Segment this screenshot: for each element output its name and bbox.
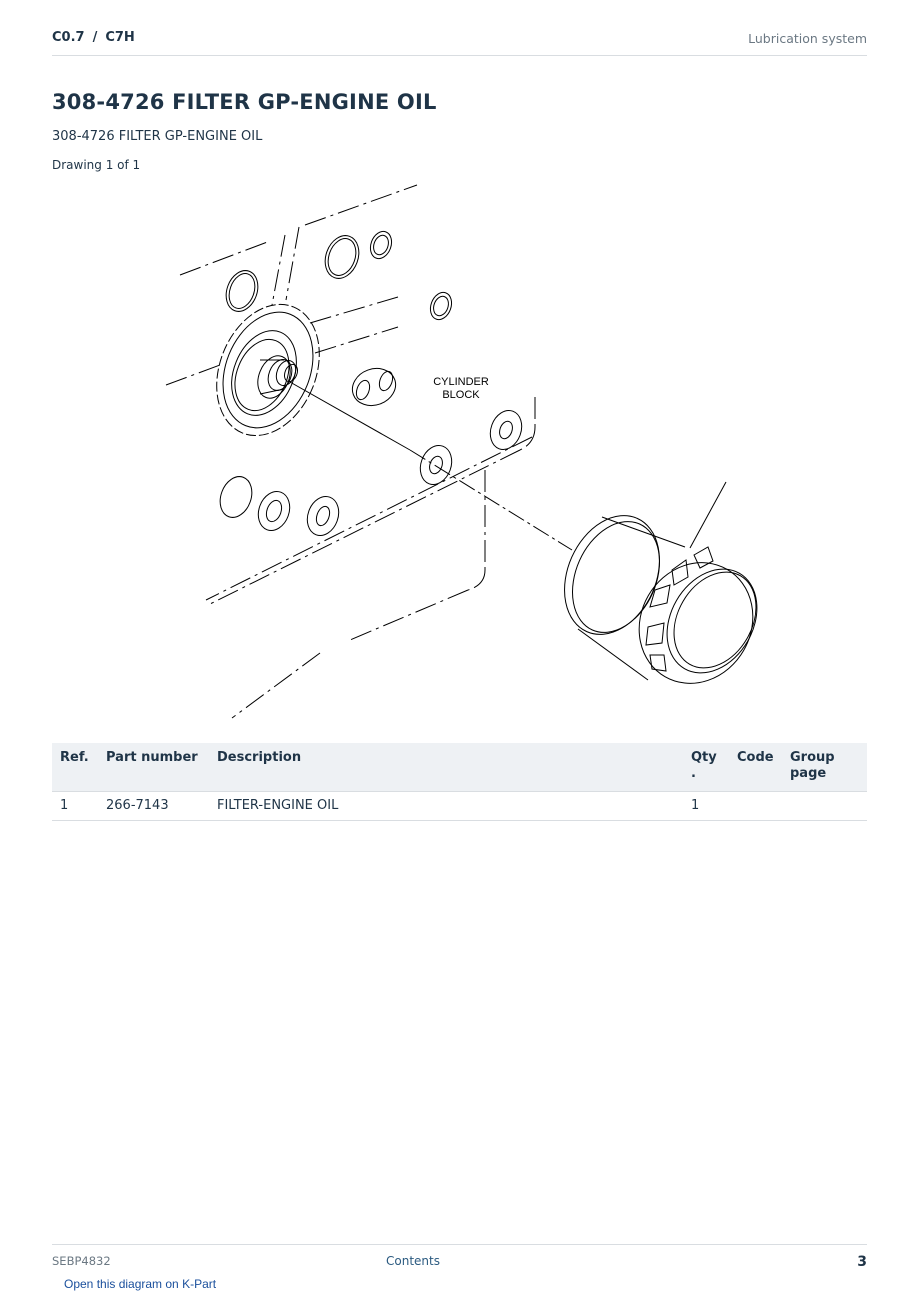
breadcrumb-item-model[interactable]: C7H (105, 30, 135, 45)
alignment-leader-line (290, 382, 726, 550)
page-footer (52, 1244, 867, 1294)
parts-table (52, 743, 867, 821)
column-header-ref: Ref. (52, 743, 98, 792)
breadcrumb (52, 30, 135, 45)
parts-diagram[interactable] (150, 175, 790, 730)
page-title: 308-4726 FILTER GP-ENGINE OIL (52, 90, 437, 114)
cell-part-number[interactable]: 266-7143 (98, 792, 209, 821)
column-header-group-page: Group page (782, 743, 867, 792)
cylinder-block-label-line1: CYLINDER (433, 376, 489, 388)
column-header-code: Code (729, 743, 782, 792)
page-subtitle: 308-4726 FILTER GP-ENGINE OIL (52, 129, 263, 144)
contents-link[interactable]: Contents (386, 1254, 440, 1268)
parts-table-header-row (52, 743, 867, 792)
page-number: 3 (857, 1254, 867, 1270)
column-header-part-number: Part number (98, 743, 209, 792)
cell-qty: 1 (683, 792, 729, 821)
cell-group-page (782, 792, 867, 821)
cell-description: FILTER-ENGINE OIL (209, 792, 683, 821)
breadcrumb-separator: / (92, 30, 98, 45)
oil-filter-canister (547, 500, 775, 704)
column-header-description: Description (209, 743, 683, 792)
cylinder-block-outline (166, 185, 535, 718)
filter-mount-base (198, 289, 338, 451)
cell-ref: 1 (52, 792, 98, 821)
document-id: SEBP4832 (52, 1254, 111, 1268)
drawing-count: Drawing 1 of 1 (52, 158, 141, 172)
page-header (52, 28, 867, 56)
cylinder-block-label-line2: BLOCK (442, 389, 480, 401)
open-in-kpart-link[interactable]: Open this diagram on K-Part (64, 1277, 217, 1291)
filter-assembly-drawing (150, 175, 790, 730)
table-row (52, 792, 867, 821)
column-header-qty: Qty . (683, 743, 729, 792)
cell-code (729, 792, 782, 821)
breadcrumb-item-section-code[interactable]: C0.7 (52, 30, 85, 45)
section-name: Lubrication system (748, 31, 867, 46)
